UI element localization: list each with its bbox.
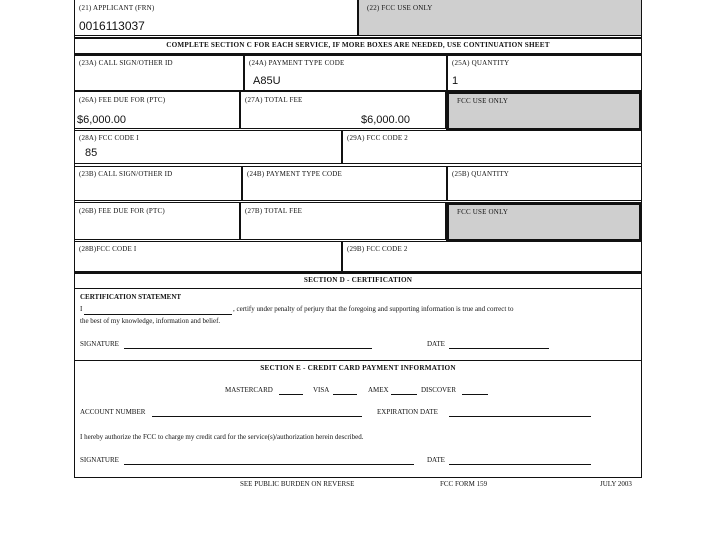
date-e-field[interactable] xyxy=(449,464,591,465)
fcc-code1-28b-box[interactable] xyxy=(74,241,342,272)
footer-burden: SEE PUBLIC BURDEN ON REVERSE xyxy=(240,480,355,488)
section-e-top-rule xyxy=(74,360,642,361)
fcc-use-only-22-box xyxy=(358,0,642,36)
payment-type-24a-value: A85U xyxy=(253,75,281,87)
section-c-top-rule xyxy=(74,37,642,39)
payment-type-24a-box[interactable] xyxy=(244,55,447,91)
fee-due-26b-box[interactable] xyxy=(74,202,240,240)
applicant-frn-label: (21) APPLICANT (FRN) xyxy=(79,4,155,12)
fcc-code2-29b-label: (29B) FCC CODE 2 xyxy=(347,245,408,253)
quantity-25b-label: (25B) QUANTITY xyxy=(452,170,510,178)
fcc-code2-29a-label: (29A) FCC CODE 2 xyxy=(347,134,408,142)
fee-due-26a-value: $6,000.00 xyxy=(77,114,126,126)
fee-due-26b-label: (26B) FEE DUE FOR (PTC) xyxy=(79,207,165,215)
fcc-code2-29b-box[interactable] xyxy=(342,241,642,272)
authorization-text: I hereby authorize the FCC to charge my credit card for the service(s)/authorization herein described. xyxy=(80,433,364,441)
fcc-use-only-22-label: (22) FCC USE ONLY xyxy=(367,4,433,12)
footer-date: JULY 2003 xyxy=(600,480,632,488)
account-number-label: ACCOUNT NUMBER xyxy=(80,408,146,416)
fcc-code2-29a-box[interactable] xyxy=(342,130,642,164)
section-e-header: SECTION E - CREDIT CARD PAYMENT INFORMATION xyxy=(260,364,456,372)
mastercard-label: MASTERCARD xyxy=(225,386,273,394)
signature-e-label: SIGNATURE xyxy=(80,456,119,464)
fcc-use-only-b-label: FCC USE ONLY xyxy=(457,208,509,216)
applicant-frn-value: 0016113037 xyxy=(79,19,145,33)
certification-statement-text: , certify under penalty of perjury that the foregoing and supporting information is true and correct to xyxy=(233,305,514,313)
total-fee-27b-box[interactable] xyxy=(240,202,446,240)
payment-type-24b-box[interactable] xyxy=(242,166,447,201)
amex-field[interactable] xyxy=(391,394,417,395)
certification-statement-title: CERTIFICATION STATEMENT xyxy=(80,293,182,301)
certifier-name-field[interactable] xyxy=(84,314,232,315)
expiration-date-label: EXPIRATION DATE xyxy=(377,408,438,416)
date-d-label: DATE xyxy=(427,340,445,348)
mastercard-field[interactable] xyxy=(279,394,303,395)
date-d-field[interactable] xyxy=(449,348,549,349)
total-fee-27a-label: (27A) TOTAL FEE xyxy=(245,96,303,104)
account-number-field[interactable] xyxy=(152,416,362,417)
certification-statement-text-2: the best of my knowledge, information and belief. xyxy=(80,317,221,325)
expiration-date-field[interactable] xyxy=(449,416,591,417)
call-sign-23b-label: (23B) CALL SIGN/OTHER ID xyxy=(79,170,173,178)
visa-field[interactable] xyxy=(333,394,357,395)
call-sign-23a-box[interactable] xyxy=(74,55,244,91)
visa-label: VISA xyxy=(313,386,330,394)
payment-type-24a-label: (24A) PAYMENT TYPE CODE xyxy=(249,59,345,67)
section-d-top-rule xyxy=(74,272,642,274)
fee-due-26a-box[interactable] xyxy=(74,91,240,129)
date-e-label: DATE xyxy=(427,456,445,464)
quantity-25a-value: 1 xyxy=(452,75,459,87)
total-fee-27a-value: $6,000.00 xyxy=(361,114,410,126)
discover-field[interactable] xyxy=(462,394,488,395)
quantity-25b-box[interactable] xyxy=(447,166,642,201)
fcc-use-only-b-box xyxy=(446,202,642,242)
fee-due-26a-label: (26A) FEE DUE FOR (PTC) xyxy=(79,96,166,104)
quantity-25a-box[interactable] xyxy=(447,55,642,91)
signature-d-label: SIGNATURE xyxy=(80,340,119,348)
call-sign-23b-box[interactable] xyxy=(74,166,242,201)
fcc-code1-28a-value: 85 xyxy=(85,147,98,159)
signature-d-field[interactable] xyxy=(124,348,372,349)
fcc-code1-28a-label: (28A) FCC CODE I xyxy=(79,134,139,142)
section-d-header: SECTION D - CERTIFICATION xyxy=(303,276,413,284)
discover-label: DISCOVER xyxy=(421,386,457,394)
call-sign-23a-label: (23A) CALL SIGN/OTHER ID xyxy=(79,59,173,67)
total-fee-27b-label: (27B) TOTAL FEE xyxy=(245,207,303,215)
section-c-header: COMPLETE SECTION C FOR EACH SERVICE, IF MORE BOXES ARE NEEDED, USE CONTINUATION SHEET xyxy=(166,41,550,49)
certification-statement-prefix: I xyxy=(80,305,83,313)
section-d-bottom-rule xyxy=(74,288,642,289)
fcc-code1-28a-box[interactable] xyxy=(74,130,342,164)
quantity-25a-label: (25A) QUANTITY xyxy=(452,59,510,67)
fcc-use-only-a-box xyxy=(446,91,642,131)
footer-form: FCC FORM 159 xyxy=(440,480,488,488)
total-fee-27a-box[interactable] xyxy=(240,91,446,129)
amex-label: AMEX xyxy=(368,386,389,394)
payment-type-24b-label: (24B) PAYMENT TYPE CODE xyxy=(247,170,343,178)
applicant-frn-box[interactable] xyxy=(74,0,358,36)
fcc-code1-28b-label: (28B)FCC CODE I xyxy=(79,245,137,253)
fcc-use-only-a-label: FCC USE ONLY xyxy=(457,97,509,105)
signature-e-field[interactable] xyxy=(124,464,414,465)
